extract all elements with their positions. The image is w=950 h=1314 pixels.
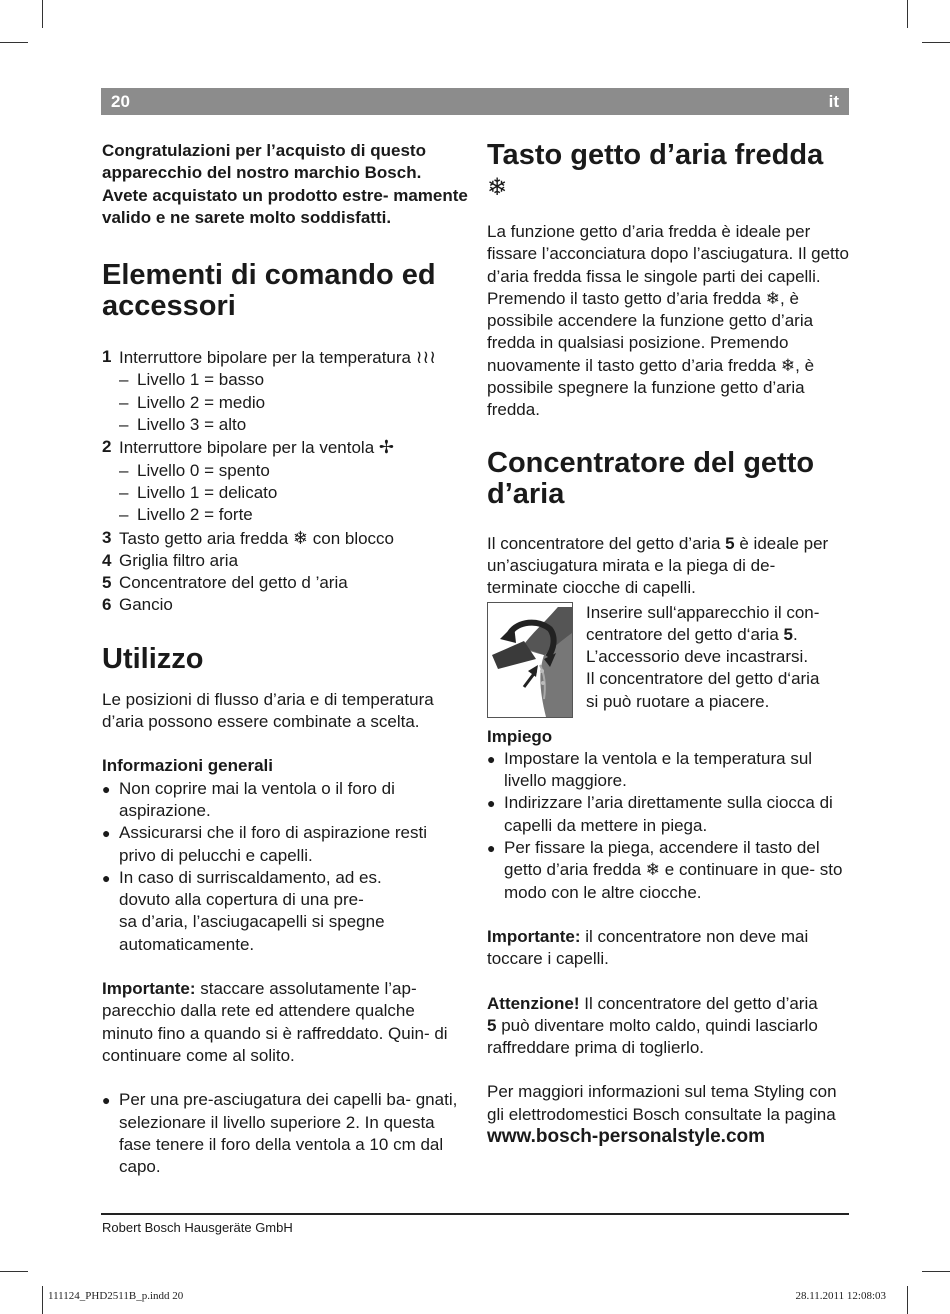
page-number: 20: [111, 91, 130, 111]
text-run: Il concentratore del getto d’aria: [487, 533, 721, 553]
warning-paragraph: [487, 993, 849, 1060]
bullet-text: e continuare in que- sto modo con le altre ciocche.: [504, 860, 843, 902]
cold-air-heading-text: Tasto getto d’aria fredda: [487, 139, 824, 171]
list-item: [102, 346, 468, 369]
language-code: it: [828, 91, 839, 111]
item-text: Concentratore del getto d ’aria: [119, 573, 348, 593]
cold-air-heading: [487, 140, 849, 203]
snowflake-icon: ❄: [780, 355, 796, 375]
crop-mark: [42, 0, 43, 28]
crop-mark: [0, 42, 28, 43]
dash-marker: –: [119, 505, 129, 525]
list-subitem: [102, 482, 468, 504]
list-item: [102, 436, 468, 459]
text-run: è ideale per un’asciugatura mirata e la piega di de- terminate ciocche di capelli.: [487, 533, 829, 598]
important-label: Importante:: [102, 979, 196, 999]
item-text: Interruttore bipolare per la ventola: [119, 438, 375, 458]
subitem-text: Livello 1 = basso: [137, 370, 265, 390]
dash-marker: –: [119, 415, 129, 435]
subitem-text: Livello 2 = forte: [137, 505, 253, 525]
bullet-text-line: sa d’aria, l’asciugacapelli si spegne: [119, 912, 385, 932]
important-note: [487, 926, 849, 971]
subitem-text: Livello 2 = medio: [137, 392, 266, 412]
important-label: Importante:: [487, 926, 581, 946]
list-subitem: [102, 392, 468, 414]
list-item: [102, 778, 468, 823]
list-item: [102, 822, 468, 867]
snowflake-icon: ❄: [292, 527, 308, 548]
hairdryer-illustration: [487, 602, 573, 718]
bullet-marker: ●: [487, 795, 496, 812]
caption-punct: .: [793, 624, 798, 644]
text-run: La funzione getto d’aria fredda è ideale per fissare l’acconciatura dopo l’asciugatura. Il getto d’aria fredda fissa le singole parti dei capelli. Premendo il tasto getto d’aria fredda: [487, 222, 849, 308]
utilizzo-paragraph: Le posizioni di flusso d’aria e di temperatura d’aria possono essere combinate a scelta.: [102, 689, 434, 732]
bullet-marker: ●: [102, 869, 111, 886]
item-text: Griglia filtro aria: [119, 550, 239, 570]
website-link[interactable]: www.bosch-personalstyle.com: [487, 1126, 766, 1148]
list-subitem: [102, 369, 468, 391]
text-run: , è possibile spegnere la funzione getto d’aria fredda.: [487, 355, 815, 420]
bullet-marker: ●: [102, 825, 111, 842]
temperature-icon: ≀≀≀: [415, 347, 436, 368]
footer-divider: [101, 1213, 849, 1215]
dash-marker: –: [119, 392, 129, 412]
dash-marker: –: [119, 482, 129, 502]
bullet-text: Assicurarsi che il foro di aspirazione resti privo di pelucchi e capelli.: [119, 823, 428, 865]
fan-icon: ✢: [378, 437, 394, 458]
subitem-text: Livello 1 = delicato: [137, 482, 278, 502]
concentrator-paragraph: [487, 533, 849, 600]
snowflake-icon: ❄: [645, 860, 661, 880]
item-text: Gancio: [119, 595, 173, 615]
caption-line: Inserire sull‘apparecchio il con-: [586, 602, 820, 622]
dash-marker: –: [119, 370, 129, 390]
list-subitem: [102, 460, 468, 482]
crop-mark: [42, 1286, 43, 1314]
crop-mark: [907, 1286, 908, 1314]
crop-mark: [922, 1271, 950, 1272]
bullet-marker: ●: [487, 750, 496, 767]
snowflake-icon: ❄: [765, 288, 781, 308]
info-heading: Informazioni generali: [102, 756, 273, 776]
bullet-text-line: In caso di surriscaldamento, ad es.: [119, 867, 382, 887]
bullet-text: Non coprire mai la ventola o il foro di aspirazione.: [119, 778, 395, 820]
important-text: il concentratore non deve mai toccare i capelli.: [487, 926, 809, 969]
item-number: 6: [102, 595, 112, 615]
item-number: 2: [102, 437, 112, 457]
figure-caption: [586, 602, 848, 713]
dash-marker: –: [119, 460, 129, 480]
subitem-text: Livello 3 = alto: [137, 415, 247, 435]
list-item: [102, 550, 468, 572]
bullet-marker: ●: [102, 1092, 111, 1109]
item-number: 5: [102, 573, 112, 593]
left-column: [102, 140, 468, 1178]
footer-company: Robert Bosch Hausgeräte GmbH: [102, 1220, 293, 1235]
impiego-heading: Impiego: [487, 726, 553, 746]
cold-air-paragraph: [487, 221, 849, 422]
bullet-marker: ●: [487, 840, 496, 857]
intro-paragraph: Congratulazioni per l’acquisto di questo apparecchio del nostro marchio Bosch. Avete acquistato un prodotto estre- mamente valido e ne sarete molto soddisfatti.: [102, 141, 468, 227]
part-number: 5: [487, 1015, 497, 1035]
bullet-text-line: automaticamente.: [119, 934, 255, 954]
print-slug-date: 28.11.2011 12:08:03: [795, 1290, 886, 1302]
more-info-paragraph: Per maggiori informazioni sul tema Styling con gli elettrodomestici Bosch consultate la pagina: [487, 1082, 837, 1124]
crop-mark: [922, 42, 950, 43]
bullet-text: Per fissare la piega, accendere il tasto del getto d’aria fredda: [504, 838, 820, 880]
bullet-text: Impostare la ventola e la temperatura sul livello maggiore.: [504, 748, 813, 791]
warning-text: può diventare molto caldo, quindi lasciarlo raffreddare prima di toglierlo.: [487, 1015, 818, 1058]
list-item: [102, 867, 468, 956]
item-text: Tasto getto aria fredda: [119, 528, 289, 548]
concentrator-heading-line1: Concentratore del getto: [487, 446, 815, 479]
elements-heading-line2: accessori: [102, 290, 236, 323]
concentrator-heading: [487, 448, 849, 510]
print-slug-file: 111124_PHD2511B_p.indd 20: [48, 1290, 184, 1302]
important-text: staccare assolutamente l’ap- parecchio dalla rete ed attendere qualche minuto fino a quando si è raffreddato. Quin- di continuare come al solito.: [102, 979, 448, 1065]
item-number: 3: [102, 527, 112, 547]
part-number: 5: [725, 533, 735, 553]
concentrator-figure-block: [487, 602, 849, 722]
list-item: [102, 1089, 468, 1178]
page-header-bar: [101, 88, 849, 115]
list-item: [487, 748, 849, 793]
list-subitem: [102, 504, 468, 526]
text-run: , è possibile accendere la funzione getto d’aria fredda in qualsiasi posizione. Premendo nuovamente il tasto getto d’aria fredda: [487, 288, 814, 375]
item-text: con blocco: [312, 528, 395, 548]
bullet-marker: ●: [102, 780, 111, 797]
bullet-text: Per una pre-asciugatura dei capelli ba- gnati, selezionare il livello superiore 2. In questa fase tenere il foro della ventola a 10 cm dal capo.: [119, 1090, 458, 1177]
list-item: [102, 594, 468, 616]
list-subitem: [102, 414, 468, 436]
caption-line: si può ruotare a piacere.: [586, 691, 770, 711]
item-text: Interruttore bipolare per la temperatura: [119, 348, 411, 368]
caption-line: L’accessorio deve incastrarsi.: [586, 647, 809, 667]
list-item: [102, 527, 468, 550]
part-number: 5: [783, 624, 793, 644]
list-item: [102, 572, 468, 594]
list-item: [487, 792, 849, 837]
snowflake-icon: ❄: [487, 174, 508, 201]
bullet-text: Indirizzare l’aria direttamente sulla ciocca di capelli da mettere in piega.: [504, 793, 833, 835]
elements-heading-line1: Elementi di comando ed: [102, 259, 436, 292]
crop-mark: [0, 1271, 28, 1272]
subitem-text: Livello 0 = spento: [137, 460, 270, 480]
bullet-text-line: dovuto alla copertura di una pre-: [119, 890, 364, 910]
right-column: [487, 140, 849, 1148]
elements-list: [102, 346, 468, 617]
caption-line: Il concentratore del getto d‘aria: [586, 669, 820, 689]
caption-line: centratore del getto d‘aria: [586, 624, 779, 644]
concentrator-heading-line2: d’aria: [487, 477, 565, 510]
list-item: [487, 837, 849, 904]
utilizzo-heading: Utilizzo: [102, 642, 204, 675]
warning-text: Il concentratore del getto d’aria: [584, 993, 818, 1013]
item-number: 1: [102, 347, 112, 367]
important-paragraph: [102, 978, 468, 1067]
crop-mark: [907, 0, 908, 28]
warning-label: Attenzione!: [487, 993, 580, 1013]
item-number: 4: [102, 550, 112, 570]
elements-heading: [102, 260, 468, 322]
